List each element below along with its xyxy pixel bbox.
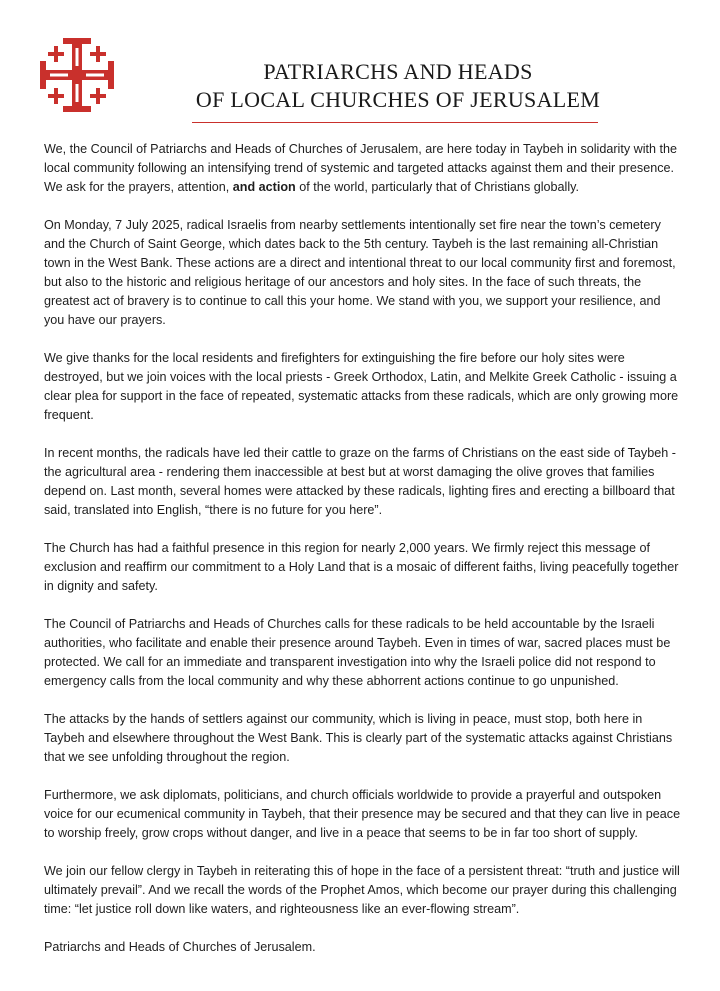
jerusalem-cross-icon xyxy=(38,36,116,114)
paragraph-1-emphasis: and action xyxy=(232,180,296,194)
title-line-2: OF LOCAL CHURCHES OF JERUSALEM xyxy=(195,87,601,112)
paragraph-2: On Monday, 7 July 2025, radical Israelis from nearby settlements intentionally set fire near the town’s cemetery and the Church of Saint George, which dates back to the 5th century. Taybeh is the last remaining all-Christian town in the West Bank. These actions are a direct and intentional threat to our local community first and foremost, but also to the historic and religious heritage of our ancestors and holy sites. In the face of such threats, the greatest act of bravery is to continue to call this your home. We stand with you, we support your resilience, and you have our prayers. xyxy=(44,218,676,327)
paragraph-9: We join our fellow clergy in Taybeh in reiterating this of hope in the face of a persistent threat: “truth and justice will ultimately prevail”. And we recall the words of the Prophet Amos, which become our prayer during this challenging time: “let justice roll down like waters, and righteousness like an ever-flowing stream”. xyxy=(44,864,680,916)
paragraph-1 xyxy=(44,140,684,197)
paragraph-7: The attacks by the hands of settlers against our community, which is living in peace, must stop, both here in Taybeh and elsewhere throughout the West Bank. This is clearly part of the systematic attacks against Christians that we see unfolding throughout the region. xyxy=(44,712,673,764)
paragraph-6: The Council of Patriarchs and Heads of Churches calls for these radicals to be held accountable by the Israeli authorities, who facilitate and enable their presence around Taybeh. Even in times of war, sacred places must be protected. We call for an immediate and transparent investigation into why the Israeli police did not respond to emergency calls from the local community and why these abhorrent actions continue to go unpunished. xyxy=(44,617,671,688)
paragraph-8: Furthermore, we ask diplomats, politicians, and church officials worldwide to provide a prayerful and outspoken voice for our ecumenical community in Taybeh, that their presence may be secured and that they can live in peace to worship freely, grow crops without danger, and live in a peace that seems to be in far too short of supply. xyxy=(44,788,681,840)
paragraph-5: The Church has had a faithful presence in this region for nearly 2,000 years. We firmly reject this message of exclusion and reaffirm our commitment to a Holy Land that is a mosaic of different faiths, living peacefully together in dignity and safety. xyxy=(44,541,679,593)
signoff: Patriarchs and Heads of Churches of Jerusalem. xyxy=(44,940,316,954)
header-divider xyxy=(192,122,598,123)
paragraph-1-end: of the world, particularly that of Christians globally. xyxy=(295,180,580,194)
statement-body xyxy=(44,140,684,957)
title-line-1: PATRIARCHS AND HEADS xyxy=(263,59,533,84)
paragraph-1-start: We, the Council of Patriarchs and Heads of Churches of Jerusalem, are here today in Taybeh in solidarity with the local community following an intensifying trend of systemic and targeted attacks against them and their presence. We ask for the prayers, attention, xyxy=(44,142,678,194)
paragraph-3: We give thanks for the local residents and firefighters for extinguishing the fire before our holy sites were destroyed, but we join voices with the local priests - Greek Orthodox, Latin, and Melkite Greek Catholic - issuing a clear plea for support in the face of repeated, systematic attacks from these radicals, which are only growing more frequent. xyxy=(44,351,679,422)
paragraph-4: In recent months, the radicals have led their cattle to graze on the farms of Christians on the east side of Taybeh - the agricultural area - rendering them inaccessible at best but at worst damaging the olive groves that families depend on. Last month, several homes were attacked by these radicals, lighting fires and erecting a billboard that said, translated into English, “there is no future for you here”. xyxy=(44,446,676,517)
letterhead-title xyxy=(168,58,628,114)
